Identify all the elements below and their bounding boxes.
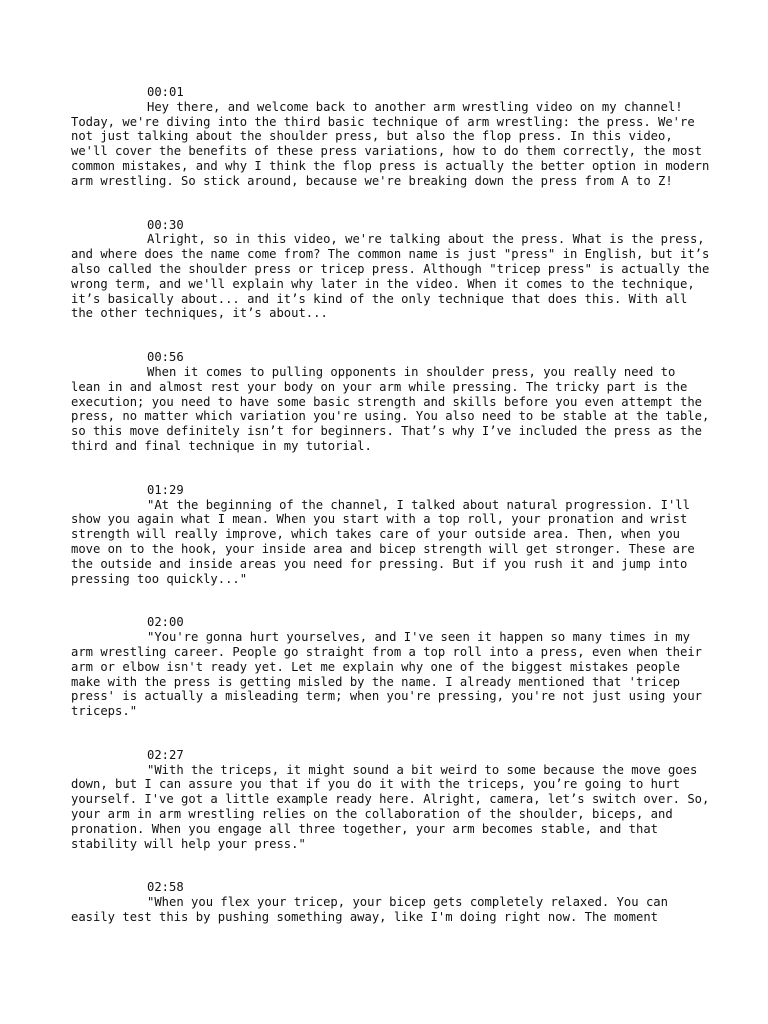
- timestamp: 02:00: [147, 615, 184, 630]
- timestamp: 01:29: [147, 482, 184, 497]
- transcript-paragraph: "You're gonna hurt yourselves, and I've seen it happen so many times in my arm wrestling career. People go straight from a top roll into a press, even when their arm or elbow isn't ready yet. Let me explain why one of the biggest mistakes people make with the press is getting misled by the name. I already mentioned that 'tricep press' is actually a misleading term; when you're pressing, you're not just using your triceps.": [71, 630, 703, 719]
- transcript-page: [71, 85, 711, 954]
- transcript-paragraph: "With the triceps, it might sound a bit weird to some because the move goes down, but I can assure you that if you do it with the triceps, you’re going to hurt yourself. I've got a little example ready here. Alright, camera, let’s switch over. So, your arm in arm wrestling relies on the collaboration of the shoulder, biceps, and pronation. When you engage all three together, your arm becomes stable, and that stability will help your press.": [71, 762, 710, 851]
- transcript-paragraph: Hey there, and welcome back to another arm wrestling video on my channel! Today, we're diving into the third basic technique of arm wrestling: the press. We're not just talking about the shoulder press, but also the flop press. In this video, we'll cover the benefits of these press variations, how to do them correctly, the most common mistakes, and why I think the flop press is actually the better option in modern arm wrestling. So stick around, because we're breaking down the press from A to Z!: [71, 99, 710, 188]
- transcript-paragraph: "When you flex your tricep, your bicep gets completely relaxed. You can easily test this by pushing something away, like I'm doing right now. The moment: [71, 895, 668, 925]
- transcript-paragraph: Alright, so in this video, we're talking about the press. What is the press, and where does the name come from? The common name is just "press" in English, but it’s also called the shoulder press or tricep press. Although "tricep press" is actually the wrong term, and we'll explain why later in the video. When it comes to the technique, it’s basically about... and it’s kind of the only technique that does this. With all the other techniques, it’s about...: [71, 232, 710, 321]
- timestamp: 02:58: [147, 880, 184, 895]
- transcript-entry: [71, 350, 711, 454]
- transcript-entry: [71, 615, 711, 719]
- timestamp: 02:27: [147, 747, 184, 762]
- timestamp: 00:30: [147, 217, 184, 232]
- transcript-entry: [71, 218, 711, 322]
- transcript-entry: [71, 85, 711, 189]
- transcript-paragraph: When it comes to pulling opponents in shoulder press, you really need to lean in and almost rest your body on your arm while pressing. The tricky part is the execution; you need to have some basic strength and skills before you even attempt the press, no matter which variation you're using. You also need to be stable at the table, so this move definitely isn’t for beginners. That’s why I’ve included the press as the third and final technique in my tutorial.: [71, 364, 710, 453]
- timestamp: 00:01: [147, 85, 184, 99]
- timestamp: 00:56: [147, 350, 184, 365]
- transcript-entry: [71, 880, 711, 924]
- transcript-entry: [71, 483, 711, 587]
- transcript-paragraph: "At the beginning of the channel, I talked about natural progression. I'll show you again what I mean. When you start with a top roll, your pronation and wrist strength will really improve, which takes care of your outside area. Then, when you move on to the hook, your inside area and bicep strength will get stronger. These are the outside and inside areas you need for pressing. But if you rush it and jump into pressing too quickly...": [71, 497, 695, 586]
- transcript-entry: [71, 748, 711, 852]
